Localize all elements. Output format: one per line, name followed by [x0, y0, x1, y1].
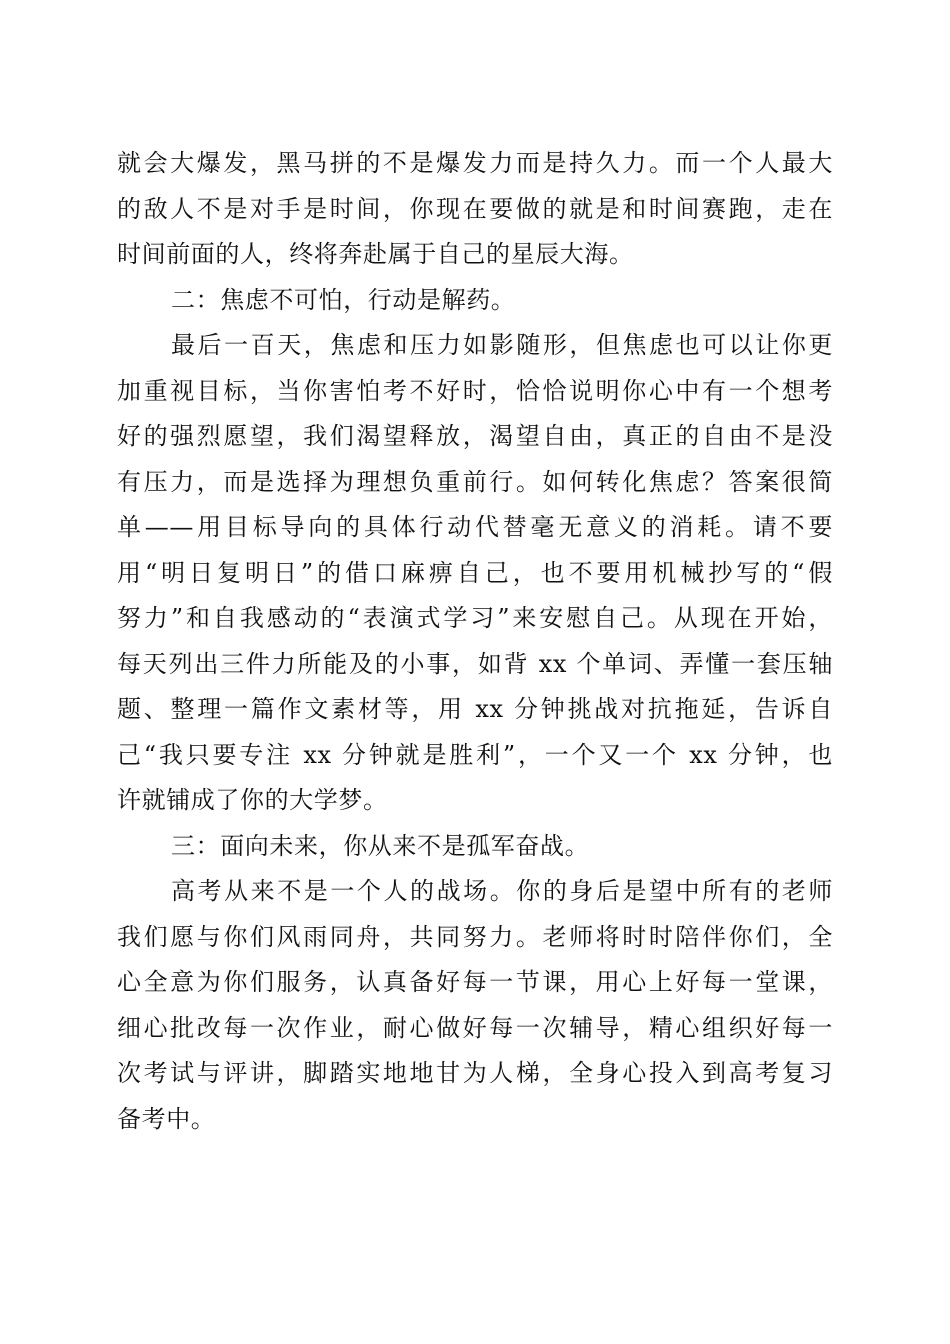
paragraph-line: 次考试与评讲，脚踏实地地甘为人梯，全身心投入到高考复习	[117, 1059, 833, 1087]
section-3-heading: 三：面向未来，你从来不是孤军奋战。	[171, 831, 590, 860]
paragraph-line: 细心批改每一次作业，耐心做好每一次辅导，精心组织好每一	[117, 1013, 833, 1042]
paragraph-line: 题、整理一篇作文素材等，用 xx 分钟挑战对抗拖延，告诉自	[117, 695, 833, 723]
paragraph-line: 加重视目标，当你害怕考不好时，恰恰说明你心中有一个想考	[117, 376, 833, 405]
paragraph-line: 心全意为你们服务，认真备好每一节课，用心上好每一堂课，	[117, 968, 833, 996]
paragraph-line: 我们愿与你们风雨同舟，共同努力。老师将时时陪伴你们，全	[117, 922, 833, 951]
paragraph-line: 就会大爆发，黑马拼的不是爆发力而是持久力。而一个人最大	[117, 149, 833, 177]
paragraph-line: 好的强烈愿望，我们渴望释放，渴望自由，真正的自由不是没	[117, 422, 833, 450]
paragraph-line: 高考从来不是一个人的战场。你的身后是望中所有的老师	[171, 877, 833, 905]
paragraph-line: 每天列出三件力所能及的小事，如背 xx 个单词、弄懂一套压轴	[117, 649, 833, 678]
section-2-paragraph	[117, 323, 833, 824]
paragraph-line: 时间前面的人，终将奔赴属于自己的星辰大海。	[117, 240, 634, 268]
paragraph-line: 的敌人不是对手是时间，你现在要做的就是和时间赛跑，走在	[117, 194, 833, 223]
continuation-paragraph	[117, 141, 833, 278]
paragraph-line: 用“明日复明日”的借口麻痹自己，也不要用机械抄写的“假	[117, 558, 833, 587]
paragraph-line: 最后一百天，焦虑和压力如影随形，但焦虑也可以让你更	[171, 331, 833, 359]
paragraph-line: 备考中。	[117, 1104, 216, 1133]
paragraph-line: 有压力，而是选择为理想负重前行。如何转化焦虑？答案很简	[117, 467, 833, 496]
document-body	[117, 141, 833, 1142]
section-3-paragraph	[117, 869, 833, 1142]
section-2-heading: 二：焦虑不可怕，行动是解药。	[171, 285, 516, 314]
paragraph-line: 许就铺成了你的大学梦。	[117, 786, 388, 814]
paragraph-line: 单——用目标导向的具体行动代替毫无意义的消耗。请不要	[117, 513, 833, 541]
paragraph-line: 努力”和自我感动的“表演式学习”来安慰自己。从现在开始，	[117, 604, 833, 632]
paragraph-line: 己“我只要专注 xx 分钟就是胜利”，一个又一个 xx 分钟，也	[117, 740, 833, 769]
